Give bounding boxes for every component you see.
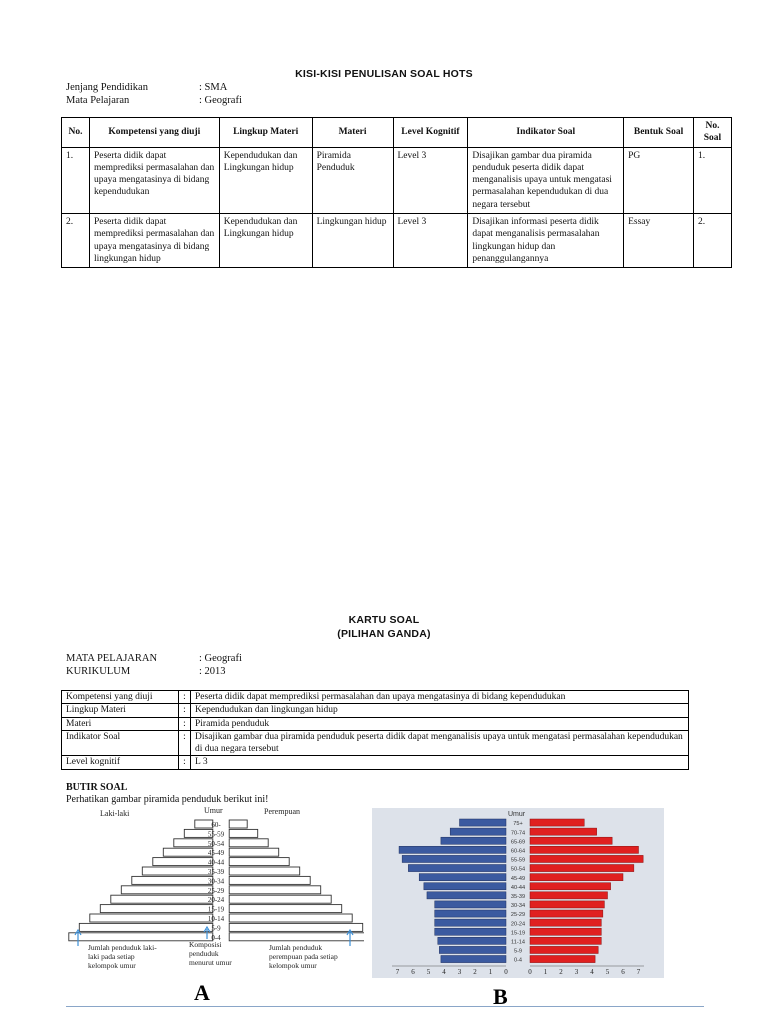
col-header-no: No.: [62, 118, 90, 148]
pyramid-b-tick-right: 6: [621, 968, 625, 976]
pyramid-b-age-label: 30-34: [510, 903, 526, 910]
cell-materi: Piramida Penduduk: [312, 147, 393, 213]
table-row: [62, 691, 689, 704]
pyramid-a-age-label: 15-19: [207, 905, 225, 914]
kisi-meta-jenjang: [66, 82, 242, 95]
pyramid-a-note-center-1: Komposisi: [189, 940, 222, 949]
col-header-materi: Materi: [312, 118, 393, 148]
pyramid-b-age-label: 35-39: [510, 894, 526, 900]
pyramid-b-age-label: 11-14: [511, 939, 525, 946]
table-row: [62, 717, 689, 730]
pyramid-b-bar-male: [427, 892, 506, 899]
cell-indikator: Disajikan informasi peserta didik dapat menganalisis permasalahan lingkungan hidup dan penanggulangannya: [468, 214, 624, 268]
pyramid-b-bar-female: [530, 928, 601, 935]
col-header-level: Level Kognitif: [393, 118, 468, 148]
pyramid-b-age-label: 0-4: [513, 957, 523, 964]
table-row: [62, 756, 689, 769]
kisi-title: KISI-KISI PENULISAN SOAL HOTS: [295, 68, 473, 80]
cell-no: 2.: [62, 214, 90, 268]
pyramid-b-bar-male: [438, 937, 506, 944]
pyramid-b-figure: [372, 808, 664, 1006]
pyramid-b-bar-female: [530, 846, 639, 853]
pyramid-b-bar-male: [408, 865, 506, 872]
kartu-title: KARTU SOAL: [348, 614, 420, 626]
pyramid-a-bar-male: [111, 895, 213, 903]
cell-label: Level kognitif: [62, 756, 179, 769]
pyramid-b-tick-left: 3: [457, 968, 462, 976]
pyramid-a-bar-male: [132, 876, 213, 884]
pyramid-b-tick-left: 4: [442, 968, 446, 976]
butir-text: Perhatikan gambar piramida penduduk berikut ini!: [66, 794, 269, 805]
pyramid-a-bars: [69, 820, 364, 942]
col-header-kompetensi: Kompetensi yang diuji: [89, 118, 219, 148]
meta-label: Mata Pelajaran: [66, 94, 130, 106]
pyramid-b-bar-male: [435, 910, 506, 917]
pyramid-a-note-right-1: Jumlah penduduk: [269, 943, 323, 952]
butir-title: BUTIR SOAL: [66, 782, 128, 793]
pyramid-a-note-left-3: kelompok umur: [88, 961, 136, 970]
pyramid-b-tick-left: 1: [488, 968, 493, 976]
cell-indikator: Disajikan gambar dua piramida penduduk peserta didik dapat menganalisis upaya untuk mengatasi permasalahan kependudukan di dua negara tersebut: [468, 147, 624, 213]
pyramid-b-tick-right: 4: [590, 968, 594, 976]
pyramid-a-label-age: Umur: [204, 806, 223, 815]
table-row: [62, 147, 732, 213]
pyramid-a-bar-female: [229, 914, 352, 922]
kisi-table: [61, 117, 732, 268]
pyramid-a-bar-female: [229, 923, 363, 931]
pyramid-a-age-label: 25-29: [207, 886, 225, 895]
pyramid-b-bar-male: [419, 874, 506, 881]
pyramid-b-tick-left: 2: [473, 968, 477, 976]
pyramid-b-bar-female: [530, 819, 584, 826]
pyramid-b-bar-male: [435, 928, 506, 935]
pyramid-a-bar-female: [229, 848, 279, 856]
pyramid-b-age-label: 75+: [513, 821, 523, 828]
pyramid-a-bar-male: [195, 820, 213, 828]
col-header-lingkup: Lingkup Materi: [219, 118, 312, 148]
pyramid-a-bar-female: [229, 858, 289, 866]
pyramid-a-bar-male: [90, 914, 213, 922]
pyramid-b-bar-female: [530, 837, 612, 844]
cell-colon: :: [179, 704, 191, 717]
pyramid-b-age-label: 15-19: [510, 930, 526, 937]
pyramid-b-tick-right: 0: [528, 968, 532, 976]
cell-level: Level 3: [393, 214, 468, 268]
pyramid-b-bar-male: [424, 883, 506, 890]
pyramid-b-bar-female: [530, 855, 643, 862]
pyramid-b-age-label: 65-69: [510, 839, 526, 846]
pyramid-b-age-label: 60-64: [510, 848, 526, 855]
pyramid-a-bar-male: [121, 886, 213, 894]
pyramid-a-note-left-1: Jumlah penduduk laki-: [88, 943, 157, 952]
kisi-meta-mapel: [66, 95, 242, 108]
meta-label: Jenjang Pendidikan: [66, 82, 148, 93]
pyramid-a-bar-female: [229, 895, 331, 903]
pyramid-b-tick-right: 3: [574, 968, 579, 976]
pyramid-a-bar-male: [153, 858, 213, 866]
pyramid-a-bar-female: [229, 933, 364, 941]
pyramid-b-bar-male: [439, 946, 506, 953]
pyramid-a-bar-female: [229, 867, 300, 875]
pyramid-b-bar-female: [530, 956, 595, 963]
kartu-meta: [66, 653, 242, 678]
meta-value: : 2013: [199, 665, 226, 677]
pyramid-a-age-label: 55-59: [207, 830, 225, 839]
pyramid-a-age-label: 0-4: [211, 933, 221, 942]
cell-level: Level 3: [393, 147, 468, 213]
pyramid-b-bar-female: [530, 892, 608, 899]
kartu-meta-kurikulum: [66, 666, 242, 679]
cell-nosoal: 2.: [693, 214, 731, 268]
cell-value: Kependudukan dan lingkungan hidup: [191, 704, 689, 717]
cell-label: Materi: [62, 717, 179, 730]
pyramid-b-tick-right: 7: [636, 968, 641, 976]
cell-no: 1.: [62, 147, 90, 213]
pyramid-b-bar-female: [530, 883, 611, 890]
pyramid-b-bar-male: [435, 919, 506, 926]
butir-soal: [66, 782, 268, 806]
pyramid-a-caption: A: [194, 980, 210, 1004]
pyramid-b-age-label: 55-59: [510, 857, 526, 864]
meta-value: : SMA: [199, 82, 228, 93]
pyramid-b-caption: B: [493, 984, 508, 1006]
cell-colon: :: [179, 691, 191, 704]
meta-value: : Geografi: [199, 94, 242, 106]
pyramid-a-note-right-2: perempuan pada setiap: [269, 952, 338, 961]
pyramid-a-bar-male: [79, 923, 213, 931]
pyramid-b-bar-male: [450, 828, 506, 835]
pyramid-a-bar-male: [163, 848, 213, 856]
cell-bentuk: Essay: [624, 214, 694, 268]
pyramid-a-bar-male: [142, 867, 213, 875]
pyramid-a-age-label: 5-9: [211, 924, 221, 933]
pyramid-b-bar-male: [460, 819, 507, 826]
pyramid-a-bar-female: [229, 829, 258, 837]
kartu-meta-mapel: [66, 653, 242, 666]
cell-colon: :: [179, 730, 191, 756]
pyramid-b-age-label: 50-54: [510, 866, 526, 873]
cell-kompetensi: Peserta didik dapat memprediksi permasalahan dan upaya mengatasinya di bidang lingkungan hidup: [89, 214, 219, 268]
pyramid-a-age-label: 60-: [211, 821, 221, 829]
cell-bentuk: PG: [624, 147, 694, 213]
pyramid-b-age-label: 5-9: [513, 948, 523, 955]
cell-materi: Lingkungan hidup: [312, 214, 393, 268]
cell-colon: :: [179, 717, 191, 730]
pyramid-b-tick-right: 1: [543, 968, 548, 976]
pyramid-b-bar-male: [441, 956, 506, 963]
pyramid-b-bar-female: [530, 910, 603, 917]
kisi-meta: [66, 82, 242, 107]
pyramid-a-age-label: 30-34: [207, 877, 225, 886]
pyramid-b-tick-left: 5: [426, 968, 431, 976]
table-row: [62, 214, 732, 268]
pyramid-b-tick-right: 5: [605, 968, 610, 976]
cell-label: Indikator Soal: [62, 730, 179, 756]
table-row: [62, 704, 689, 717]
pyramid-b-tick-right: 2: [559, 968, 563, 976]
pyramid-a-note-center-3: menurut umur: [189, 958, 232, 967]
pyramid-b-age-label: 25-29: [510, 912, 526, 919]
pyramid-b-bar-female: [530, 946, 598, 953]
pyramid-a-bar-female: [229, 820, 247, 828]
cell-label: Lingkup Materi: [62, 704, 179, 717]
kartu-subtitle: (PILIHAN GANDA): [337, 628, 431, 640]
col-header-bentuk: Bentuk Soal: [624, 118, 694, 148]
cell-kompetensi: Peserta didik dapat memprediksi permasalahan dan upaya mengatasinya di bidang kependudukan: [89, 147, 219, 213]
meta-value: : Geografi: [199, 653, 242, 664]
pyramid-b-bar-female: [530, 919, 601, 926]
pyramid-a-bar-female: [229, 886, 321, 894]
pyramid-a-age-label: 20-24: [207, 896, 225, 905]
pyramid-b-bar-male: [399, 846, 506, 853]
pyramid-a-age-label: 40-44: [207, 858, 225, 867]
pyramid-a-figure: [64, 804, 364, 1004]
pyramid-a-label-female: Perempuan: [264, 807, 300, 816]
pyramid-b-age-label: 45-49: [510, 875, 526, 882]
pyramid-b-bar-male: [402, 855, 506, 862]
cell-lingkup: Kependudukan dan Lingkungan hidup: [219, 147, 312, 213]
kartu-table: [61, 690, 689, 770]
pyramid-a-bar-female: [229, 839, 268, 847]
table-row: [62, 730, 689, 756]
pyramid-b-age-label: 20-24: [510, 921, 526, 928]
pyramid-b-bar-female: [530, 901, 604, 908]
cell-label: Kompetensi yang diuji: [62, 691, 179, 704]
pyramid-a-note-left-2: laki pada setiap: [88, 952, 135, 961]
pyramid-b-bar-female: [530, 828, 597, 835]
pyramid-b-bar-male: [435, 901, 506, 908]
kisi-header-row: [62, 118, 732, 148]
pyramid-a-note-center-2: penduduk: [189, 949, 219, 958]
col-header-nosoal: No. Soal: [693, 118, 731, 148]
meta-label: MATA PELAJARAN: [66, 653, 158, 664]
col-header-indikator: Indikator Soal: [468, 118, 624, 148]
pyramid-b-tick-left: 7: [395, 968, 400, 976]
cell-value: Piramida penduduk: [191, 717, 689, 730]
cell-lingkup: Kependudukan dan Lingkungan hidup: [219, 214, 312, 268]
pyramid-a-age-label: 50-54: [207, 839, 225, 848]
pyramid-b-tick-left: 6: [411, 968, 415, 976]
pyramid-a-bar-female: [229, 876, 310, 884]
pyramid-a-label-male: Laki-laki: [100, 809, 130, 818]
pyramid-a-age-label: 10-14: [207, 915, 225, 923]
pyramid-b-title: Umur: [508, 811, 526, 818]
cell-nosoal: 1.: [693, 147, 731, 213]
pyramid-b-bar-female: [530, 865, 634, 872]
meta-label: KURIKULUM: [66, 665, 131, 677]
pyramid-b-tick-left: 0: [504, 968, 508, 976]
pyramid-a-age-label: 45-49: [207, 849, 225, 858]
cell-value: Disajikan gambar dua piramida penduduk peserta didik dapat menganalisis upaya untuk mengatasi permasalahan kependudukan di dua negara tersebut: [191, 730, 689, 756]
pyramid-b-bar-female: [530, 874, 623, 881]
cell-value: L 3: [191, 756, 689, 769]
pyramid-a-bar-male: [100, 905, 213, 913]
pyramid-a-bar-female: [229, 905, 342, 913]
cell-colon: :: [179, 756, 191, 769]
pyramid-b-age-label: 70-74: [510, 830, 526, 837]
bottom-divider: [66, 1006, 704, 1007]
pyramid-b-age-label: 40-44: [510, 884, 526, 891]
pyramid-a-note-right-3: kelompok umur: [269, 961, 317, 970]
cell-value: Peserta didik dapat memprediksi permasalahan dan upaya mengatasinya di bidang kependudukan: [191, 691, 689, 704]
pyramid-b-bar-male: [441, 837, 506, 844]
pyramid-a-age-label: 35-39: [207, 868, 225, 876]
pyramid-b-bar-female: [530, 937, 601, 944]
